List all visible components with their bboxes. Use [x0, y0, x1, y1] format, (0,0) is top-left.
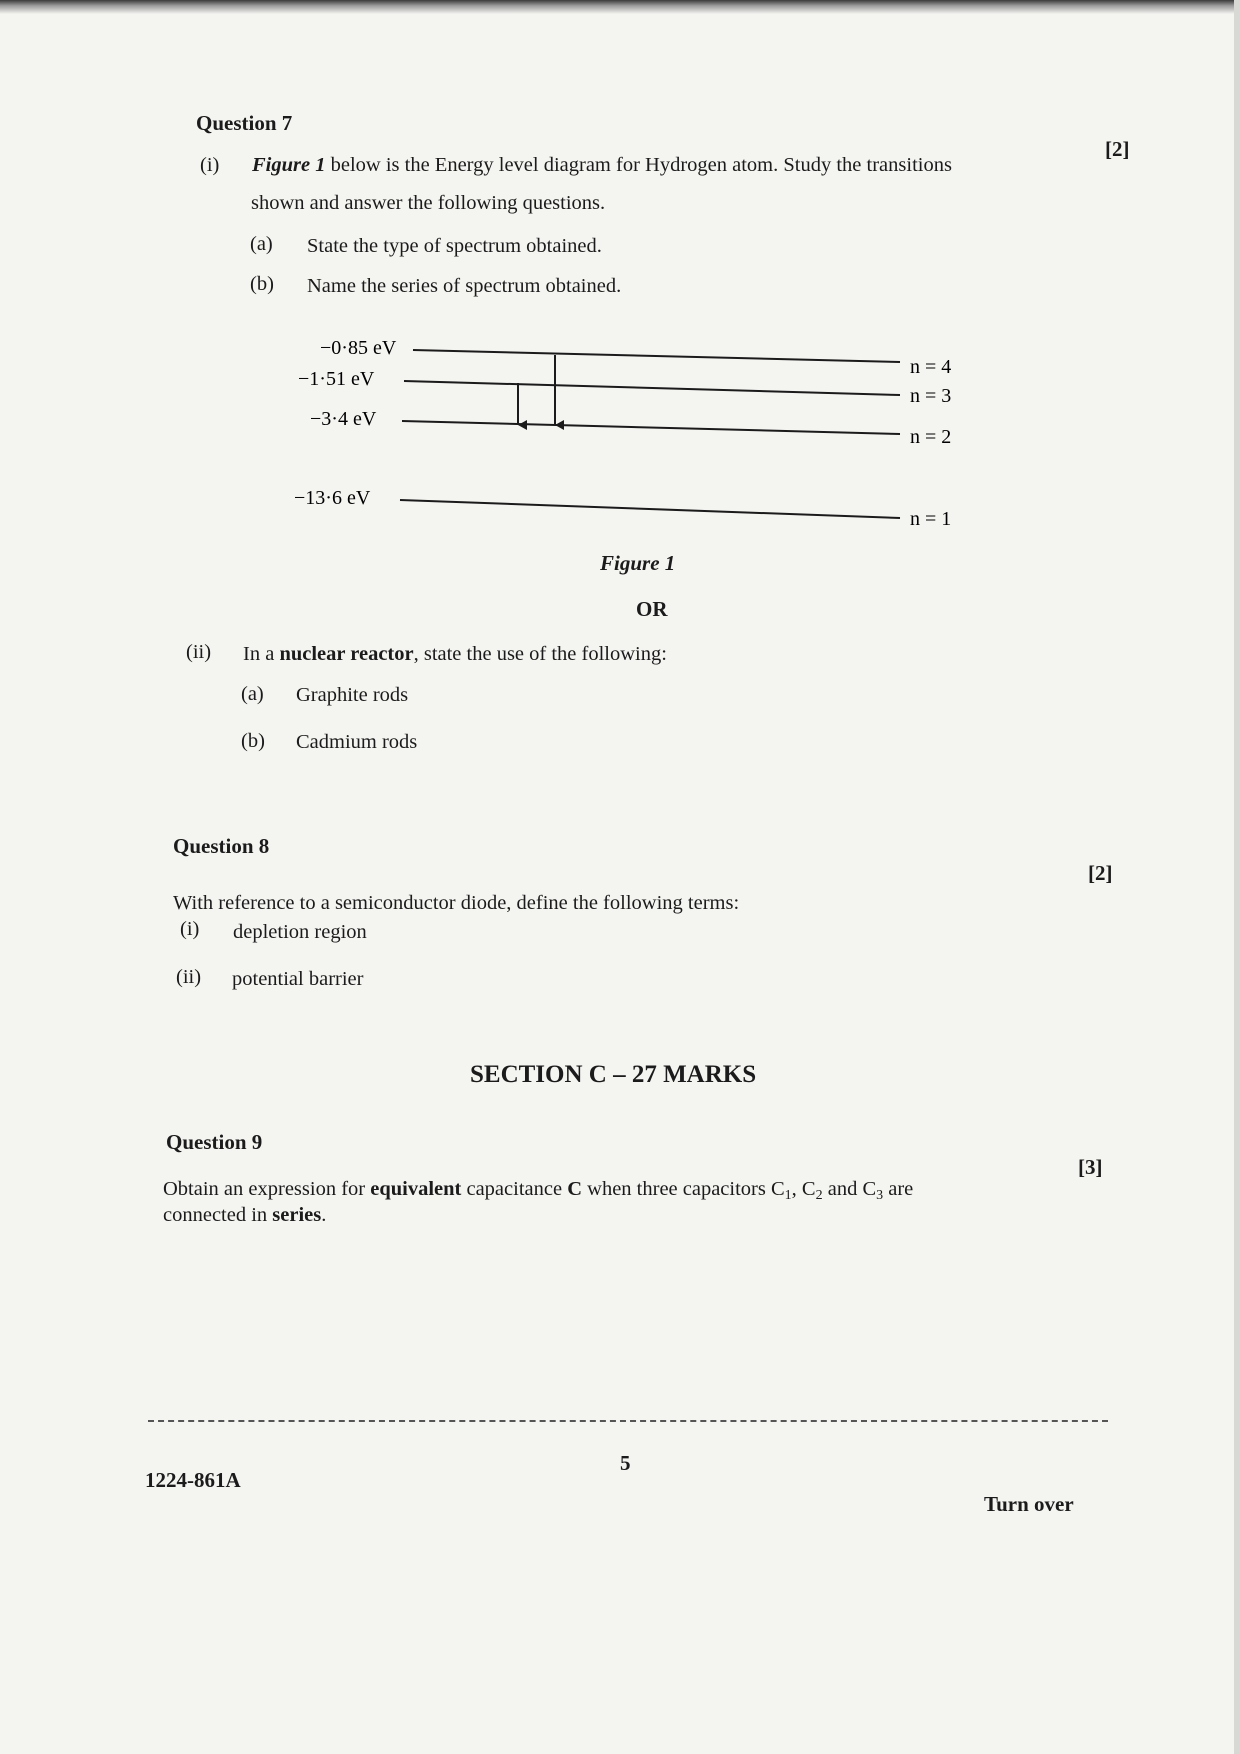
- q7-part-i-label: (i): [200, 154, 220, 176]
- paper-code: 1224-861A: [145, 1468, 241, 1492]
- sub-3: 3: [876, 1188, 884, 1203]
- q9-l2c: .: [321, 1204, 327, 1226]
- scan-right-edge: [1234, 0, 1240, 1754]
- q9-t5: when three capacitors C: [582, 1178, 785, 1200]
- equivalent-term: equivalent: [370, 1178, 462, 1200]
- q7-ii-a-label: (a): [241, 683, 264, 705]
- level-4-line: [413, 350, 900, 362]
- q7-ii-a-text: Graphite rods: [296, 684, 409, 706]
- sub-1: 1: [784, 1188, 792, 1203]
- q8-i-text: depletion region: [233, 921, 367, 943]
- question-7-marks: [2]: [1105, 137, 1130, 161]
- level-4-n: n = 4: [910, 356, 952, 378]
- q9-t3: capacitance: [461, 1178, 568, 1200]
- q9-t8: are: [883, 1178, 914, 1200]
- q9-line-1: [163, 1178, 913, 1204]
- level-1-line: [400, 500, 900, 518]
- capacitance-symbol: C: [567, 1178, 583, 1200]
- q7-a-text: State the type of spectrum obtained.: [307, 235, 602, 257]
- q7-b-label: (b): [250, 273, 274, 295]
- question-8-marks: [2]: [1088, 861, 1113, 885]
- level-2-n: n = 2: [910, 426, 952, 448]
- turn-over: Turn over: [984, 1492, 1074, 1516]
- q7-part-i-line-2: shown and answer the following questions.: [251, 192, 606, 214]
- question-7-title: Question 7: [196, 111, 293, 135]
- level-3-energy: −1·51 eV: [298, 368, 375, 390]
- q8-intro: With reference to a semiconductor diode, define the following terms:: [173, 892, 740, 914]
- q7-part-ii-pre: In a: [243, 643, 280, 665]
- section-c-heading: SECTION C – 27 MARKS: [470, 1061, 757, 1088]
- q8-ii-label: (ii): [176, 966, 202, 988]
- scan-top-edge: [0, 0, 1240, 14]
- figure-1-reference: Figure 1: [252, 154, 326, 176]
- q8-i-label: (i): [180, 918, 200, 940]
- level-2-energy: −3·4 eV: [310, 408, 377, 430]
- series-term: series: [272, 1204, 322, 1226]
- q7-part-ii-label: (ii): [186, 641, 212, 663]
- question-9-marks: [3]: [1078, 1155, 1103, 1179]
- energy-level-diagram: [280, 325, 980, 535]
- figure-1-caption: Figure 1: [600, 551, 676, 575]
- page-number: 5: [620, 1451, 631, 1475]
- level-2-line: [402, 421, 900, 434]
- q7-part-ii-post: , state the use of the following:: [413, 643, 667, 665]
- footer-divider: [148, 1420, 1108, 1422]
- question-8-title: Question 8: [173, 834, 270, 858]
- question-9-title: Question 9: [166, 1130, 263, 1154]
- sub-2: 2: [815, 1188, 823, 1203]
- nuclear-reactor-term: nuclear reactor: [279, 643, 414, 665]
- level-3-n: n = 3: [910, 385, 952, 407]
- q8-ii-text: potential barrier: [232, 968, 364, 990]
- q7-ii-b-label: (b): [241, 730, 265, 752]
- q7-part-ii-text: [243, 643, 667, 666]
- level-1-energy: −13·6 eV: [294, 487, 371, 509]
- level-4-energy: −0·85 eV: [320, 337, 397, 359]
- q7-b-text: Name the series of spectrum obtained.: [307, 275, 622, 297]
- q7-part-i-text: below is the Energy level diagram for Hydrogen atom. Study the transitions: [325, 154, 952, 176]
- q9-l2a: connected in: [163, 1204, 273, 1226]
- q9-line-2: [163, 1204, 326, 1227]
- q9-t7: and C: [822, 1178, 877, 1200]
- level-3-line: [404, 381, 900, 395]
- q9-t6: , C: [791, 1178, 816, 1200]
- q7-ii-b-text: Cadmium rods: [296, 731, 418, 753]
- q7-part-i-line-1: [252, 154, 952, 177]
- level-1-n: n = 1: [910, 508, 952, 530]
- q9-t1: Obtain an expression for: [163, 1178, 371, 1200]
- or-divider: OR: [636, 597, 668, 621]
- q7-a-label: (a): [250, 233, 273, 255]
